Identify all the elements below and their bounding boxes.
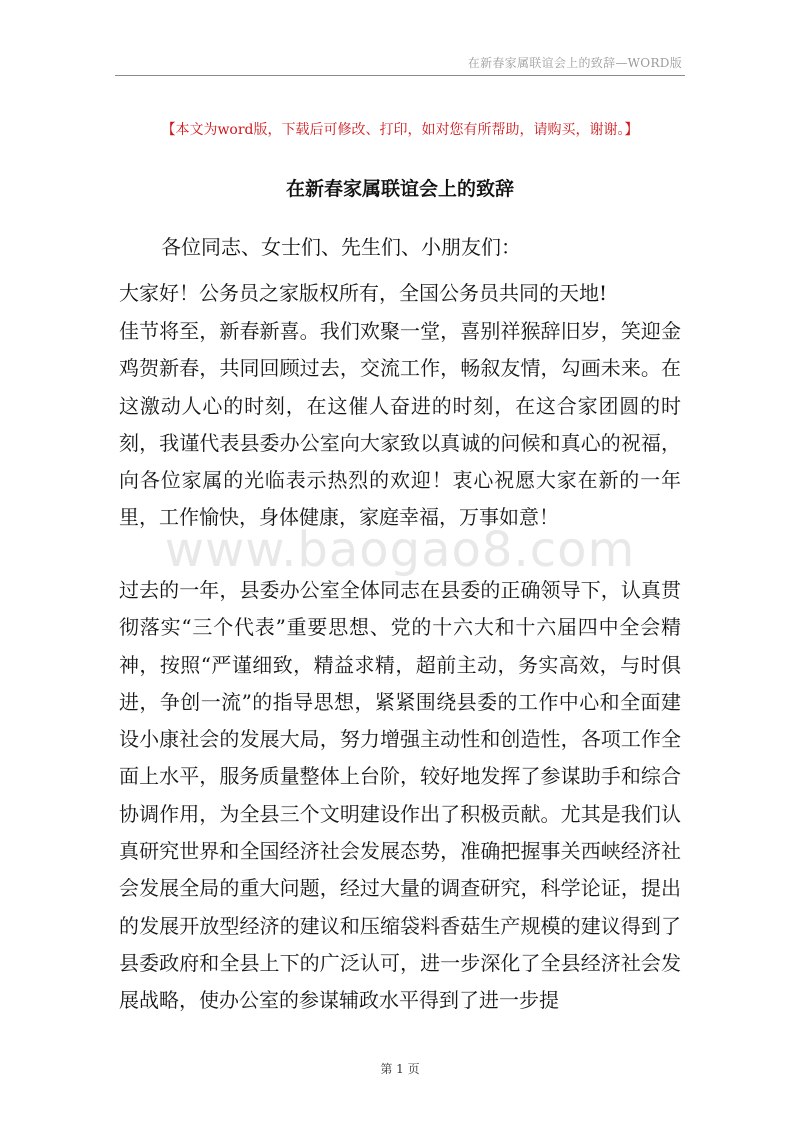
purchase-notice: 【本文为word版，下载后可修改、打印，如对您有所帮助，请购买，谢谢。】 xyxy=(161,122,639,138)
paragraph-2: 过去的一年，县委办公室全体同志在县委的正确领导下，认真贯彻落实“三个代表”重要思想、党的十六大和十六届四中全会精神，按照“严谨细致，精益求精，超前主动，务实高效，与时俱进，争创一流”的指导思想，紧紧围绕县委的工作中心和全面建设小康社会的发展大局，努力增强主动性和创造性，各项工作全面上水平，服务质量整体上台阶，较好地发挥了参谋助手和综合协调作用，为全县三个文明建设作出了积极贡献。尤其是我们认真研究世界和全国经济社会发展态势，准确把握事关西峡经济社会发展全局的重大问题，经过大量的调查研究，科学论证，提出的发展开放型经济的建议和压缩袋料香菇生产规模的建议得到了县委政府和全县上下的广泛认可，进一步深化了全县经济社会发展战略，使办公室的参谋辅政水平得到了进一步提 xyxy=(119,578,681,1013)
opening-line: 大家好！公务员之家版权所有，全国公务员共同的天地! xyxy=(119,281,608,305)
greeting: 各位同志、女士们、先生们、小朋友们： xyxy=(161,235,521,259)
page-number: 第 1 页 xyxy=(380,1062,420,1076)
header-divider xyxy=(115,75,685,76)
watermark-text: www.baogao8.com xyxy=(164,522,636,578)
paragraph-1: 佳节将至，新春新喜。我们欢聚一堂，喜别祥猴辞旧岁，笑迎金鸡贺新春，共同回顾过去，交流工作，畅叙友情，勾画未来。在这激动人心的时刻，在这催人奋进的时刻，在这合家团圆的时刻，我谨代表县委办公室向大家致以真诚的问候和真心的祝福，向各位家属的光临表示热烈的欢迎！衷心祝愿大家在新的一年里，工作愉快，身体健康，家庭幸福，万事如意！ xyxy=(119,319,681,530)
header-title: 在新春家属联谊会上的致辞—WORD版 xyxy=(467,56,682,70)
document-title: 在新春家属联谊会上的致辞 xyxy=(285,178,514,200)
